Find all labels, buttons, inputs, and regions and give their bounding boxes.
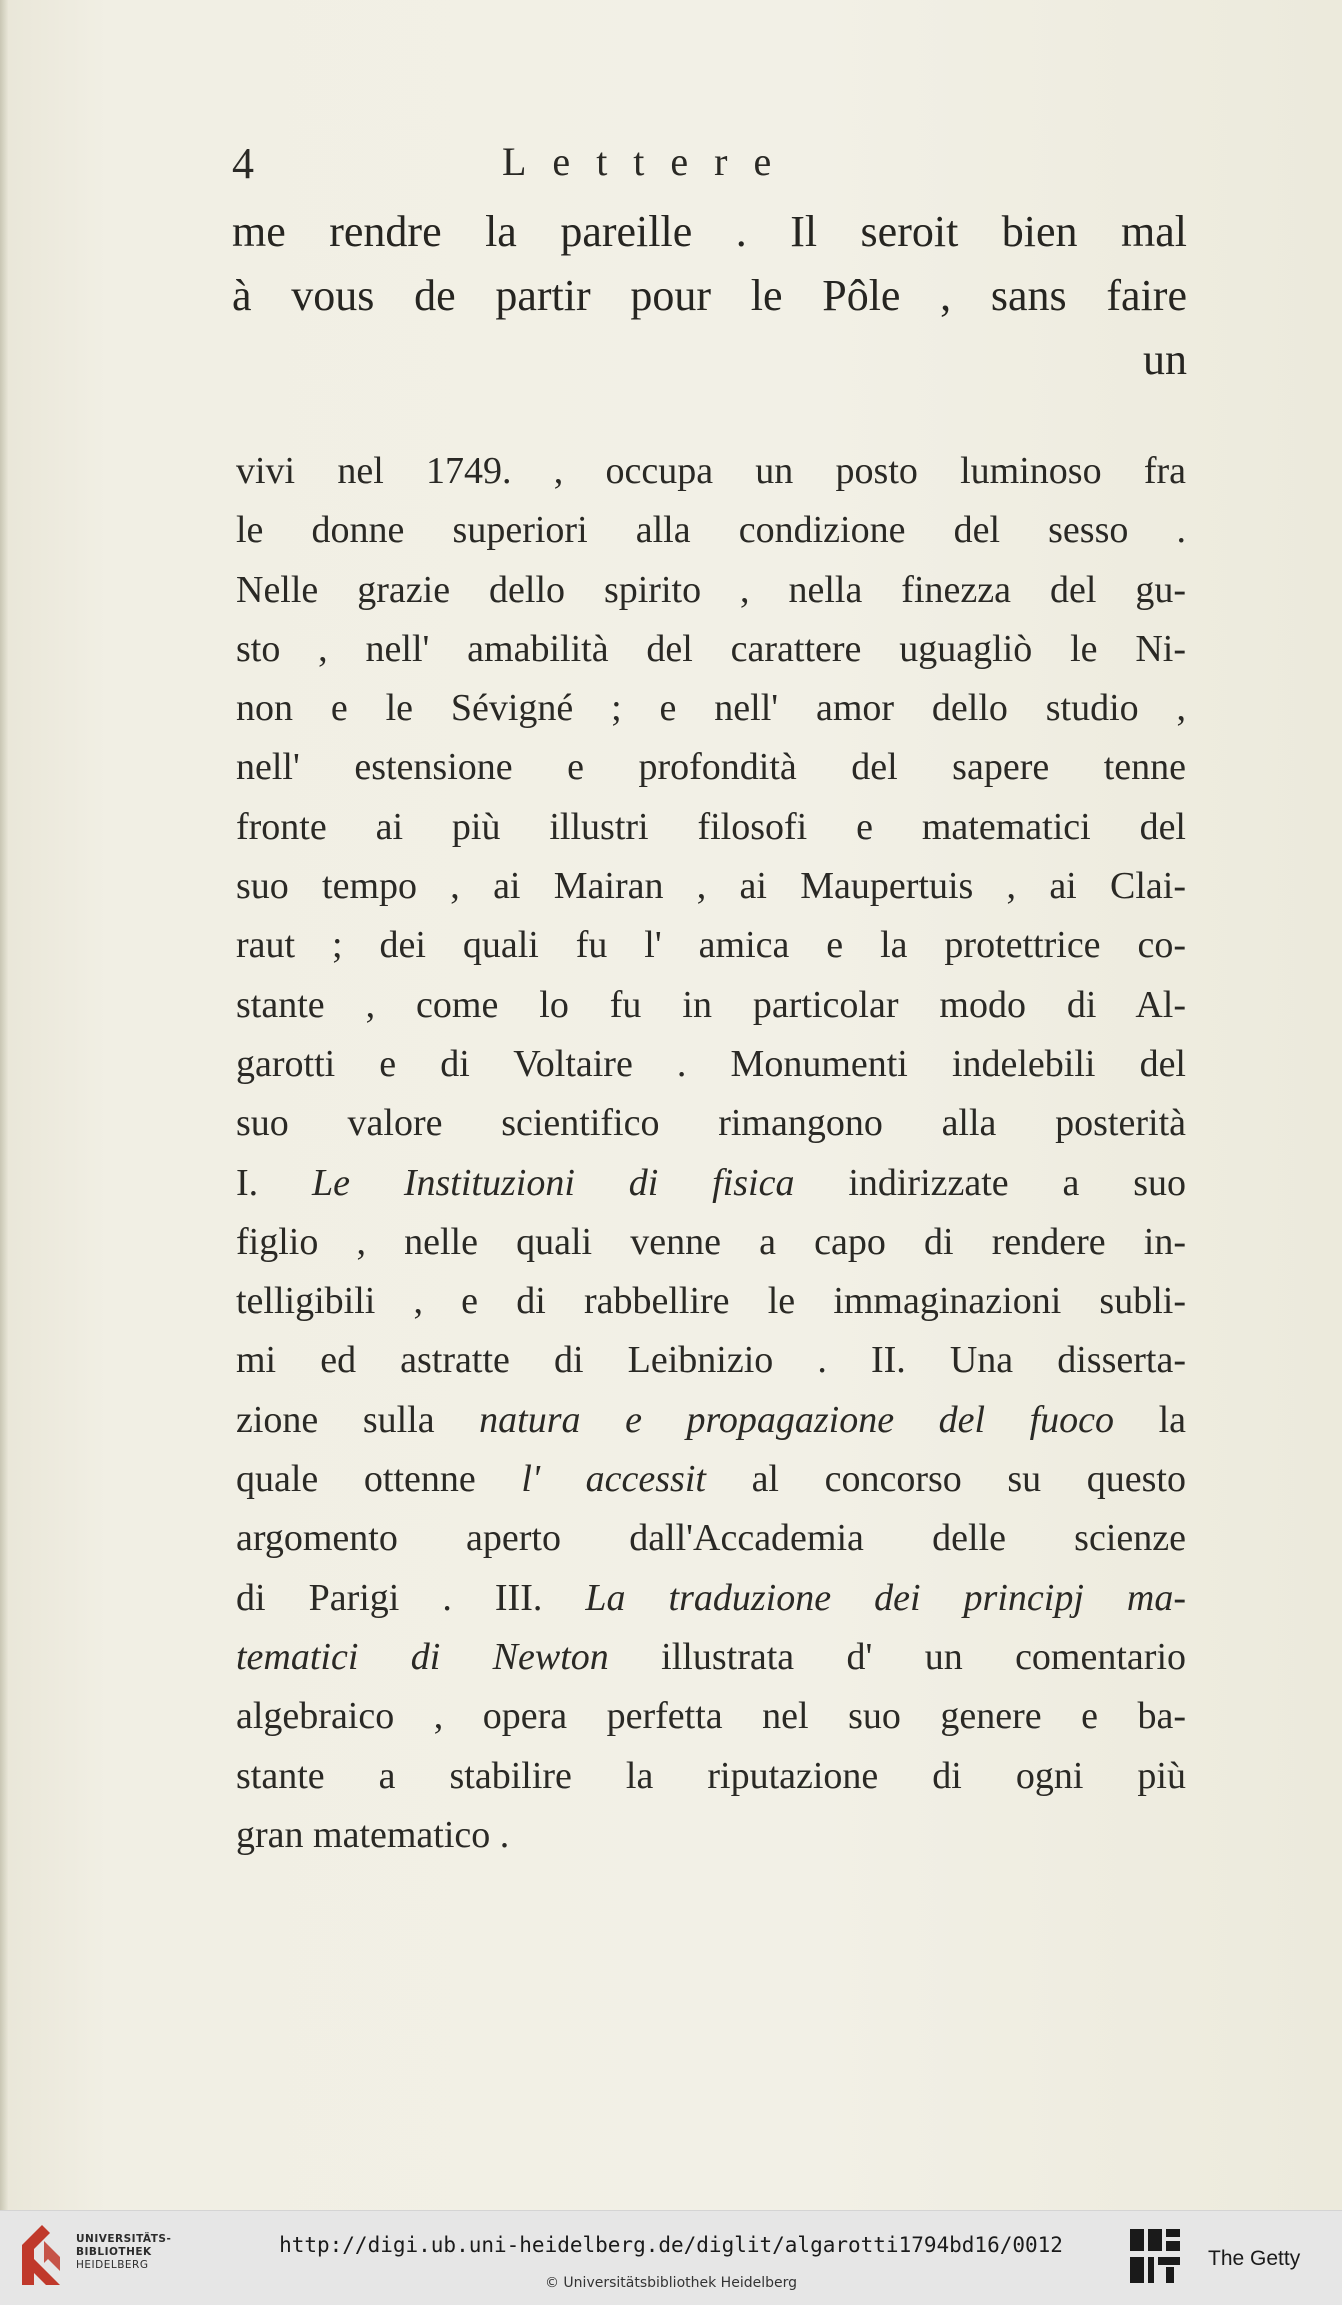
footnote-text: suo tempo , ai Mairan , ai Maupertuis , ai Clai- — [236, 865, 1186, 908]
copyright-notice: © Universitätsbibliothek Heidelberg — [544, 2275, 797, 2291]
footnote-text: illustrata d' un comentario — [608, 1635, 1186, 1678]
footnote-line — [236, 620, 1186, 679]
footnote-text: raut ; dei quali fu l' amica e la protettrice co- — [236, 924, 1186, 967]
footnote-line — [236, 1806, 1186, 1865]
footnote-line — [236, 1035, 1186, 1094]
footnote-text: suo valore scientifico rimangono alla posterità — [236, 1102, 1186, 1145]
footnote-line — [236, 1450, 1186, 1509]
footnote-text: vivi nel 1749. , occupa un posto luminoso fra — [236, 450, 1186, 492]
institution-line: BIBLIOTHEK — [76, 2246, 152, 2258]
footnote-line — [236, 561, 1186, 620]
footnote-text: non e le Sévigné ; e nell' amor dello studio , — [236, 687, 1186, 730]
footnote-line — [236, 738, 1186, 797]
footnote-text: indirizzate a suo — [794, 1161, 1187, 1204]
footnote-text: telligibili , e di rabbellire le immaginazioni subli- — [236, 1280, 1186, 1323]
footnote-line — [236, 501, 1186, 560]
footnote-line — [236, 442, 1186, 501]
footnote-line — [236, 976, 1186, 1035]
footnote-text: le donne superiori alla condizione del sesso . — [236, 509, 1186, 552]
footnote-text: stante , come lo fu in particolar modo di Al- — [236, 983, 1186, 1026]
footnote-line — [236, 1213, 1186, 1272]
footnote-text: garotti e di Voltaire . Monumenti indelebili del — [236, 1042, 1186, 1085]
footnote-line — [236, 679, 1186, 738]
italic-title-text: Le Instituzioni di fisica — [312, 1161, 795, 1204]
footnote-block — [236, 442, 1186, 1865]
institution-line: UNIVERSITÄTS- — [76, 2233, 172, 2245]
footnote-text: la — [1114, 1398, 1187, 1441]
footnote-text: al concorso su questo — [705, 1458, 1186, 1501]
footnote-line — [236, 798, 1186, 857]
page-number: 4 — [232, 139, 254, 188]
footnote-line — [236, 916, 1186, 975]
footnote-text: quale ottenne — [236, 1458, 522, 1501]
footnote-line — [236, 1272, 1186, 1331]
footnote-line — [236, 1628, 1186, 1687]
footnote-text: stante a stabilire la riputazione di ogni più — [236, 1754, 1186, 1797]
institution-line: HEIDELBERG — [76, 2259, 149, 2271]
footnote-text: algebraico , opera perfetta nel suo genere e ba- — [236, 1695, 1186, 1738]
footnote-text: gran matematico . — [236, 1813, 510, 1856]
french-line: me rendre la pareille . Il seroit bien mal — [232, 207, 1187, 256]
permalink-url[interactable]: http://digi.ub.uni-heidelberg.de/diglit/algarotti1794bd16/0012 — [279, 2233, 1063, 2257]
footnote-text: argomento aperto dall'Accademia delle scienze — [236, 1517, 1186, 1560]
footnote-line — [236, 857, 1186, 916]
getty-logo-icon — [1128, 2227, 1184, 2287]
footnote-text: I. — [236, 1161, 313, 1204]
italic-title-text: La traduzione dei principj ma- — [585, 1576, 1186, 1619]
footnote-text: Nelle grazie dello spirito , nella finezza del gu- — [236, 568, 1186, 611]
italic-title-text: tematici di Newton — [236, 1635, 609, 1678]
footnote-line — [236, 1687, 1186, 1746]
running-head — [232, 138, 1192, 188]
page-spine-shadow — [0, 0, 8, 2210]
footnote-text: fronte ai più illustri filosofi e matematici del — [236, 805, 1186, 848]
footnote-line — [236, 1331, 1186, 1390]
footnote-text: mi ed astratte di Leibnizio . II. Una disserta- — [236, 1339, 1186, 1382]
footnote-text: figlio , nelle quali venne a capo di rendere in- — [236, 1220, 1186, 1263]
footnote-line — [236, 1747, 1186, 1806]
french-line: à vous de partir pour le Pôle , sans faire — [232, 271, 1187, 320]
footnote-line — [236, 1094, 1186, 1153]
partner-name: The Getty — [1208, 2247, 1301, 2270]
italic-title-text: l' accessit — [521, 1458, 706, 1501]
footnote-line — [236, 1569, 1186, 1628]
footnote-text: zione sulla — [236, 1398, 480, 1441]
viewer-footer — [0, 2210, 1342, 2305]
footnote-text: sto , nell' amabilità del carattere uguagliò le Ni- — [236, 627, 1186, 670]
french-line-catchword: un — [1143, 335, 1187, 384]
running-title: Lettere — [502, 139, 798, 184]
footnote-text: di Parigi . III. — [236, 1576, 586, 1619]
footnote-text: nell' estensione e profondità del sapere tenne — [236, 746, 1186, 789]
footnote-line — [236, 1391, 1186, 1450]
italic-title-text: natura e propagazione del fuoco — [479, 1398, 1115, 1441]
french-text-block — [232, 200, 1187, 392]
footnote-line — [236, 1154, 1186, 1213]
footnote-line — [236, 1509, 1186, 1568]
